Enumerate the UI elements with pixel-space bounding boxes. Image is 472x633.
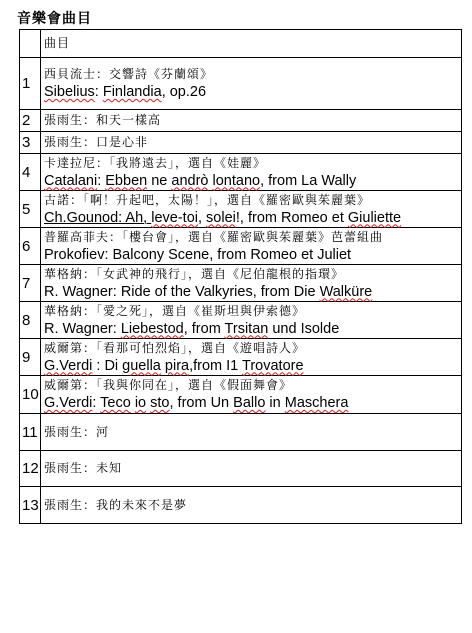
english-title xyxy=(44,320,461,338)
chinese-title: 威爾第：「我與你同在」，選自《假面舞會》 xyxy=(44,378,293,392)
en-part: Maschera xyxy=(284,395,349,411)
en-part: Ballo xyxy=(233,395,266,411)
row-number: 1 xyxy=(20,58,41,110)
program-cell xyxy=(41,58,462,110)
row-number: 9 xyxy=(20,339,41,376)
chinese-title: 華格納：「愛之死」，選自《崔斯坦與伊索德》 xyxy=(44,303,306,318)
chinese-title: 張雨生：未知 xyxy=(41,451,462,487)
row-number: 13 xyxy=(20,487,41,524)
table-row xyxy=(20,487,462,524)
program-cell xyxy=(41,154,462,191)
chinese-title: 華格納：「女武神的飛行」，選自《尼伯龍根的指環》 xyxy=(44,266,345,281)
en-part: : xyxy=(92,395,101,411)
chinese-title: 張雨生：我的未來不是夢 xyxy=(41,487,462,524)
en-part: pira xyxy=(164,357,190,374)
en-part: ,from I1 xyxy=(189,357,243,374)
table-row xyxy=(20,302,462,339)
row-number: 5 xyxy=(20,191,41,228)
chinese-title: 張雨生：河 xyxy=(41,414,462,451)
program-table xyxy=(19,29,462,524)
row-number: 7 xyxy=(20,265,41,302)
english-title xyxy=(44,394,461,412)
en-part: Ebben xyxy=(105,172,148,189)
table-row xyxy=(20,339,462,376)
table-row xyxy=(20,191,462,228)
en-part: G.Verdi xyxy=(44,395,93,411)
english-title xyxy=(44,83,461,101)
en-part: , from Un xyxy=(169,395,234,411)
en-part: andrò xyxy=(171,172,209,189)
en-part: Trsitan xyxy=(224,320,269,337)
en-part: ne xyxy=(147,172,172,189)
row-number: 6 xyxy=(20,228,41,265)
row-number: 8 xyxy=(20,302,41,339)
en-part: Prokofiev: Balcony Scene, from Romeo et Juliet xyxy=(44,246,352,263)
program-cell xyxy=(41,339,462,376)
en-part: Catalani xyxy=(44,172,98,189)
program-cell xyxy=(41,302,462,339)
en-part: R. Wagner: xyxy=(44,320,121,337)
en-part: Teco xyxy=(100,395,131,411)
en-part: Sibelius xyxy=(44,84,95,100)
table-row xyxy=(20,154,462,191)
row-number: 11 xyxy=(20,414,41,451)
en-part: G.Verdi xyxy=(44,357,93,374)
chinese-title: 張雨生：口是心非 xyxy=(41,132,462,154)
row-number: 10 xyxy=(20,376,41,414)
english-title xyxy=(44,209,461,227)
en-part: Giuliette xyxy=(347,209,402,226)
en-part: lontano xyxy=(212,172,261,189)
chinese-title: 威爾第：「看那可怕烈焰」，選自《遊唱詩人》 xyxy=(44,340,306,355)
row-number: 4 xyxy=(20,154,41,191)
table-header-row xyxy=(20,30,462,58)
english-title xyxy=(44,283,461,301)
en-part: in xyxy=(265,395,285,411)
en-part: : xyxy=(97,172,106,189)
english-title xyxy=(44,246,461,264)
en-part: : Ah, xyxy=(118,209,152,226)
english-title xyxy=(44,357,461,375)
chinese-title: 卡達拉尼：「我將遠去」，選自《娃麗》 xyxy=(44,155,267,170)
page-title: 音樂會曲目 xyxy=(17,11,92,27)
en-part: Trovatore xyxy=(242,357,304,374)
row-number: 3 xyxy=(20,132,41,154)
header-label: 曲目 xyxy=(41,30,462,58)
table-row xyxy=(20,265,462,302)
en-part: Liebestod xyxy=(120,320,184,337)
en-part: Finlandia xyxy=(102,84,162,100)
en-part: : xyxy=(94,84,103,100)
en-part: , op.26 xyxy=(161,84,207,100)
row-number: 2 xyxy=(20,110,41,132)
program-cell xyxy=(41,265,462,302)
en-part: R. Wagner: Ride of the Valkyries, from Die xyxy=(44,283,320,300)
en-part: io xyxy=(134,395,147,411)
english-title xyxy=(44,172,461,190)
program-cell xyxy=(41,191,462,228)
chinese-title: 張雨生：和天一樣高 xyxy=(41,110,462,132)
table-row xyxy=(20,414,462,451)
table-row xyxy=(20,451,462,487)
chinese-title: 古諾：「啊！升起吧，太陽！」，選自《羅密歐與茱麗葉》 xyxy=(44,192,371,207)
chinese-title: 西貝流士：交響詩《芬蘭頌》 xyxy=(44,67,214,81)
table-row xyxy=(20,228,462,265)
en-part: solei xyxy=(206,209,236,226)
en-part: , from xyxy=(183,320,225,337)
en-part: leve-toi xyxy=(151,209,198,226)
table-row xyxy=(20,132,462,154)
program-cell xyxy=(41,376,462,414)
row-number: 12 xyxy=(20,451,41,487)
en-part: : Di xyxy=(92,357,123,374)
chinese-title: 普羅高菲夫：「樓台會」，選自《羅密歐與茱麗葉》芭蕾組曲 xyxy=(44,229,384,244)
table-row xyxy=(20,58,462,110)
en-part: Walküre xyxy=(319,283,373,300)
en-part: und Isolde xyxy=(268,320,340,337)
en-part: !, from Romeo et xyxy=(235,209,348,226)
en-part: sto xyxy=(150,395,170,411)
program-cell xyxy=(41,228,462,265)
table-row xyxy=(20,376,462,414)
en-part: , xyxy=(197,209,207,226)
header-num-cell xyxy=(20,30,41,58)
en-part: guella xyxy=(122,357,161,374)
table-row xyxy=(20,110,462,132)
en-part: , from La Wally xyxy=(260,172,357,189)
en-part: Ch.Gounod xyxy=(44,209,119,226)
